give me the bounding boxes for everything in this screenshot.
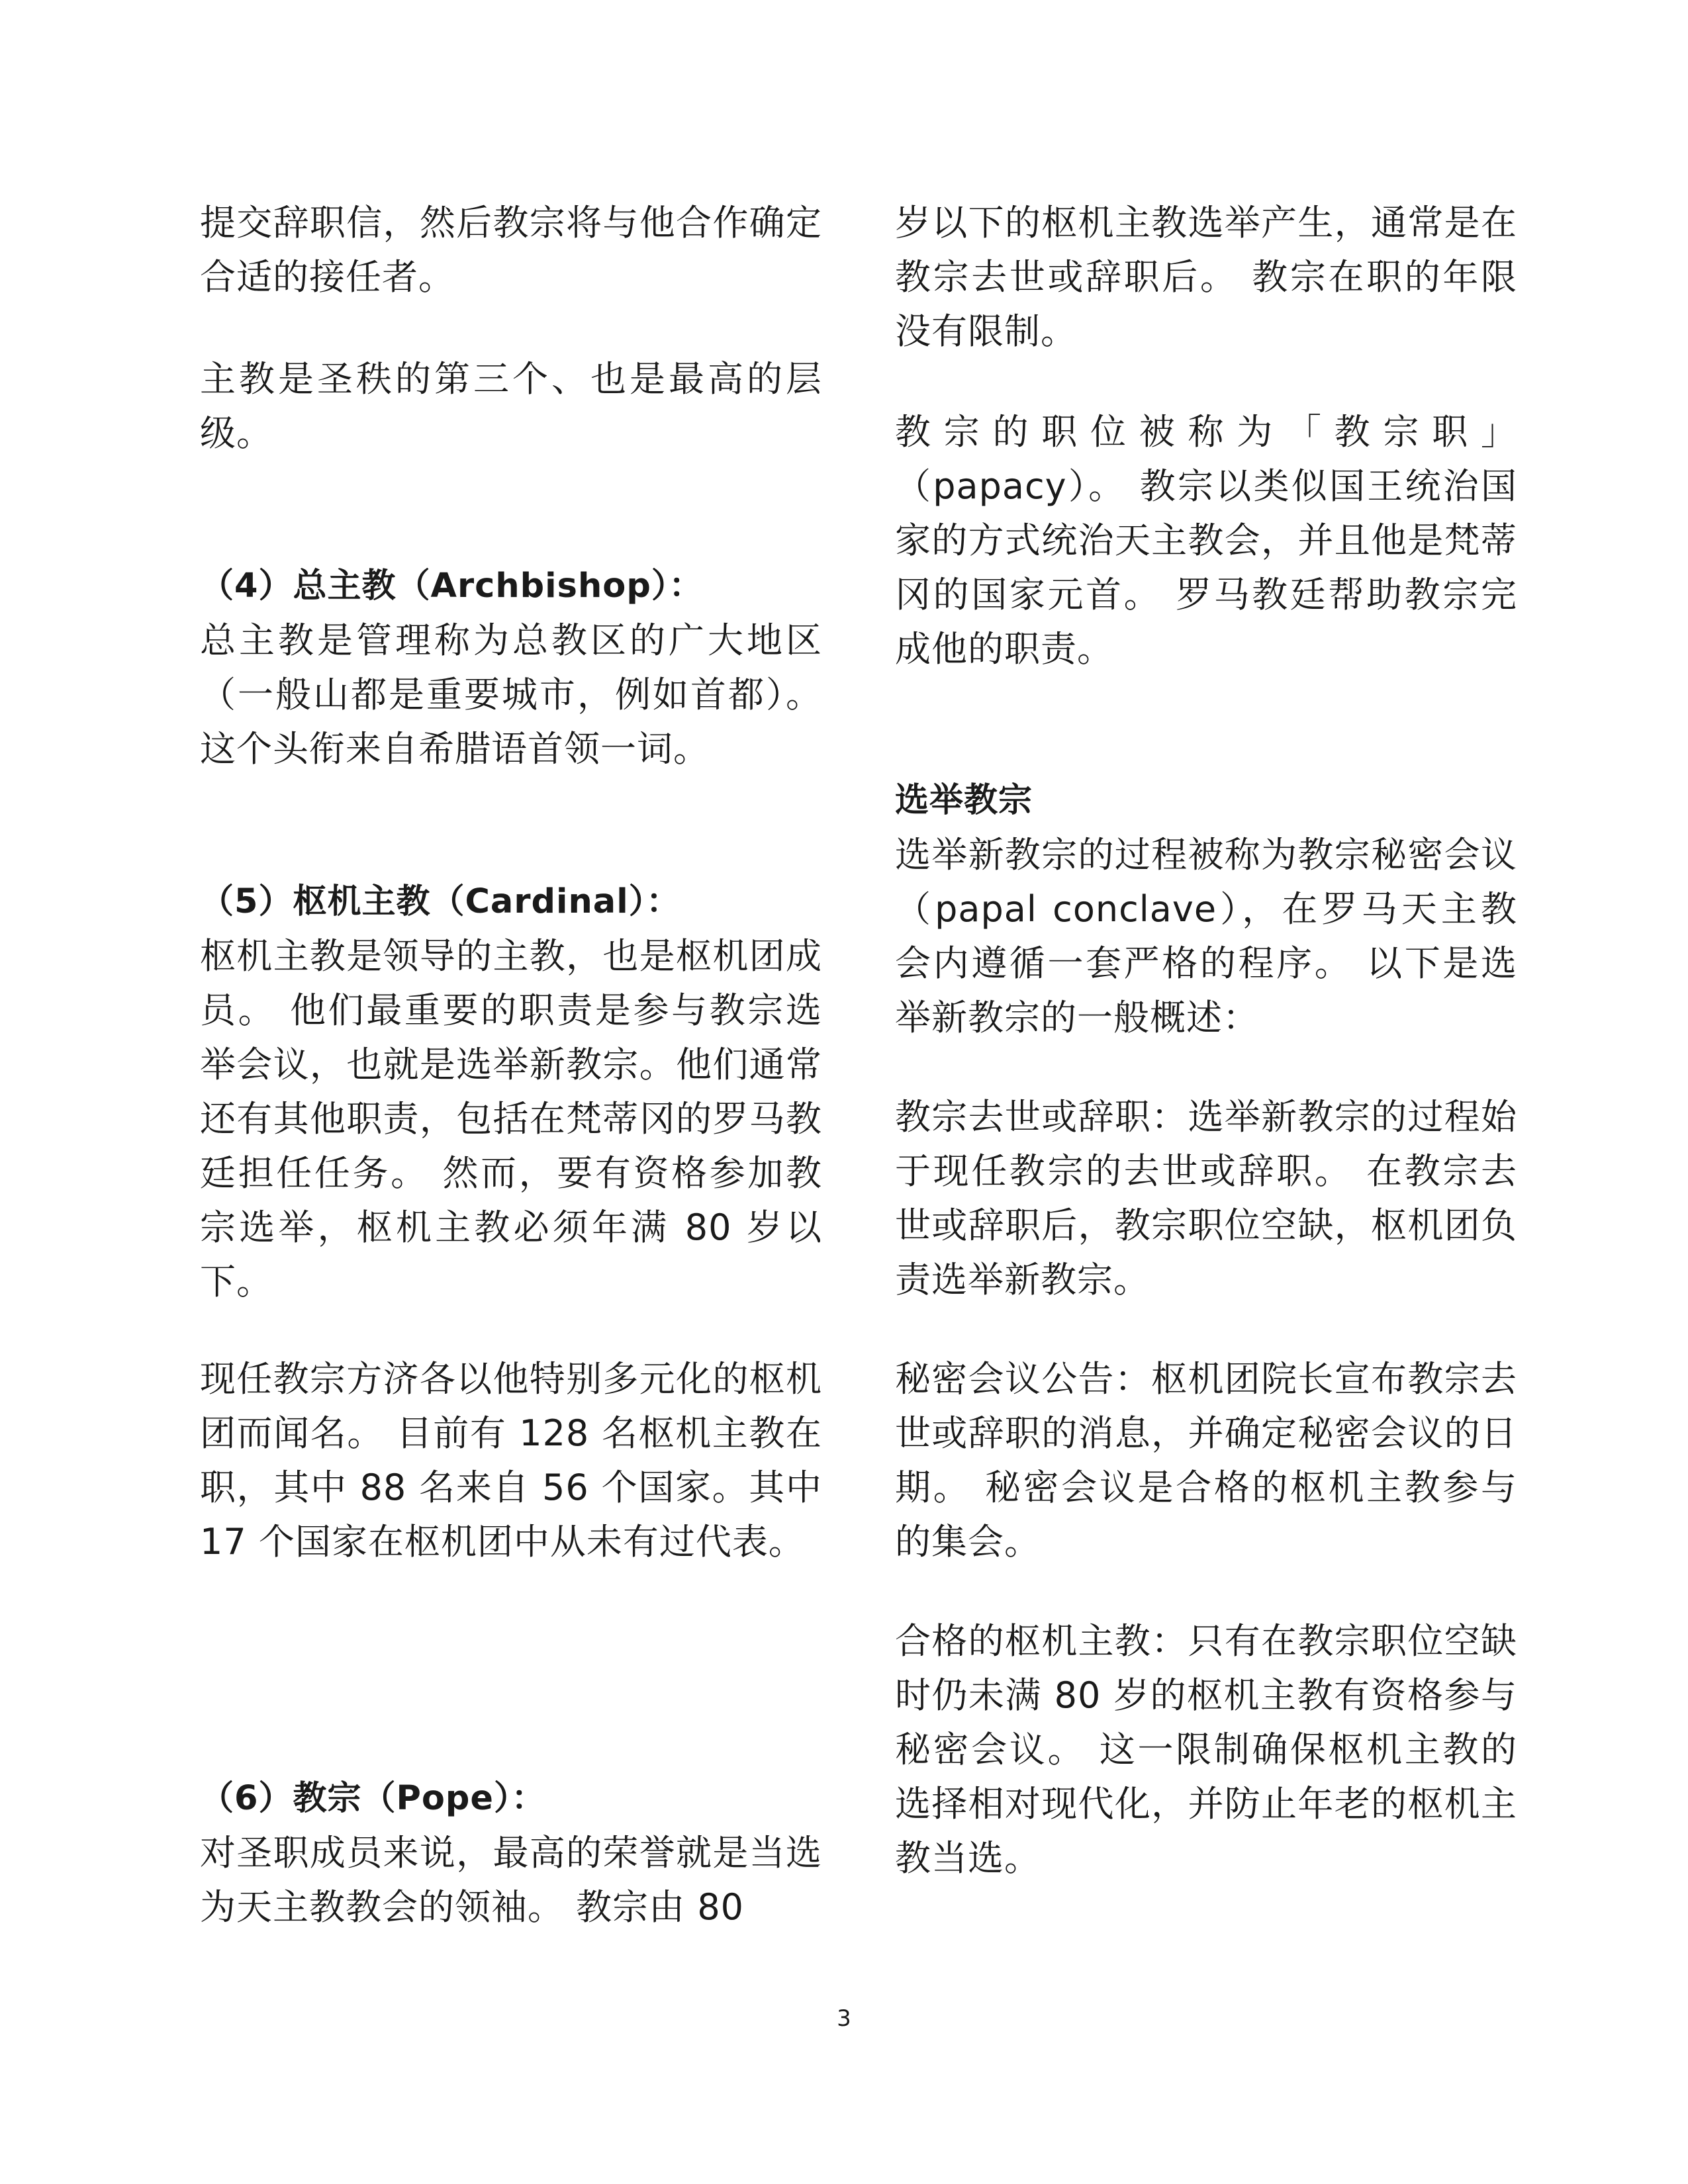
paragraph-death-resignation: 教宗去世或辞职：选举新教宗的过程始于现任教宗的去世或辞职。 在教宗去世或辞职后，教宗职位空缺，枢机团负责选举新教宗。 [895,1096,1517,1300]
heading-pope: （6）教宗（Pope）： [200,1779,546,1818]
heading-archbishop: （4）总主教（Archbishop）： [200,567,704,606]
paragraph-resignation-successor: 提交辞职信，然后教宗将与他合作确定合适的接任者。 [200,202,822,298]
paragraph-archbishop: 总主教是管理称为总教区的广大地区（一般山都是重要城市，例如首都）。这个头衔来自希腊语首领一词。 [200,619,822,770]
heading-cardinal: （5）枢机主教（Cardinal）： [200,882,681,921]
paragraph-papacy: 教宗的职位被称为「教宗职」（papacy）。 教宗以类似国王统治国家的方式统治天主教会，并且他是梵蒂冈的国家元首。 罗马教廷帮助教宗完成他的职责。 [895,411,1517,670]
paragraph-pope-election: 岁以下的枢机主教选举产生，通常是在教宗去世或辞职后。 教宗在职的年限没有限制。 [895,202,1517,352]
paragraph-papal-conclave: 选举新教宗的过程被称为教宗秘密会议（papal conclave），在罗马天主教会内遵循一套严格的程序。 以下是选举新教宗的一般概述： [895,834,1517,1038]
heading-electing-pope: 选举教宗 [895,781,1033,820]
paragraph-cardinal: 枢机主教是领导的主教，也是枢机团成员。 他们最重要的职责是参与教宗选举会议，也就是选举新教宗。他们通常还有其他职责，包括在梵蒂冈的罗马教廷担任任务。 然而，要有资格参加教宗选举，枢机主教必须年满 80 岁以下。 [200,935,822,1302]
page-number: 3 [837,2005,851,2032]
paragraph-bishop-highest-order: 主教是圣秩的第三个、也是最高的层级。 [200,358,822,454]
paragraph-cardinal-diversity: 现任教宗方济各以他特别多元化的枢机团而闻名。 目前有 128 名枢机主教在职，其中 88 名来自 56 个国家。其中 17 个国家在枢机团中从未有过代表。 [200,1358,822,1563]
paragraph-pope: 对圣职成员来说，最高的荣誉就是当选为天主教教会的领袖。 教宗由 80 [200,1832,822,1928]
paragraph-eligible-cardinals: 合格的枢机主教：只有在教宗职位空缺时仍未满 80 岁的枢机主教有资格参与秘密会议。 这一限制确保枢机主教的选择相对现代化，并防止年老的枢机主教当选。 [895,1620,1517,1879]
paragraph-conclave-announcement: 秘密会议公告：枢机团院长宣布教宗去世或辞职的消息，并确定秘密会议的日期。 秘密会议是合格的枢机主教参与的集会。 [895,1358,1517,1563]
